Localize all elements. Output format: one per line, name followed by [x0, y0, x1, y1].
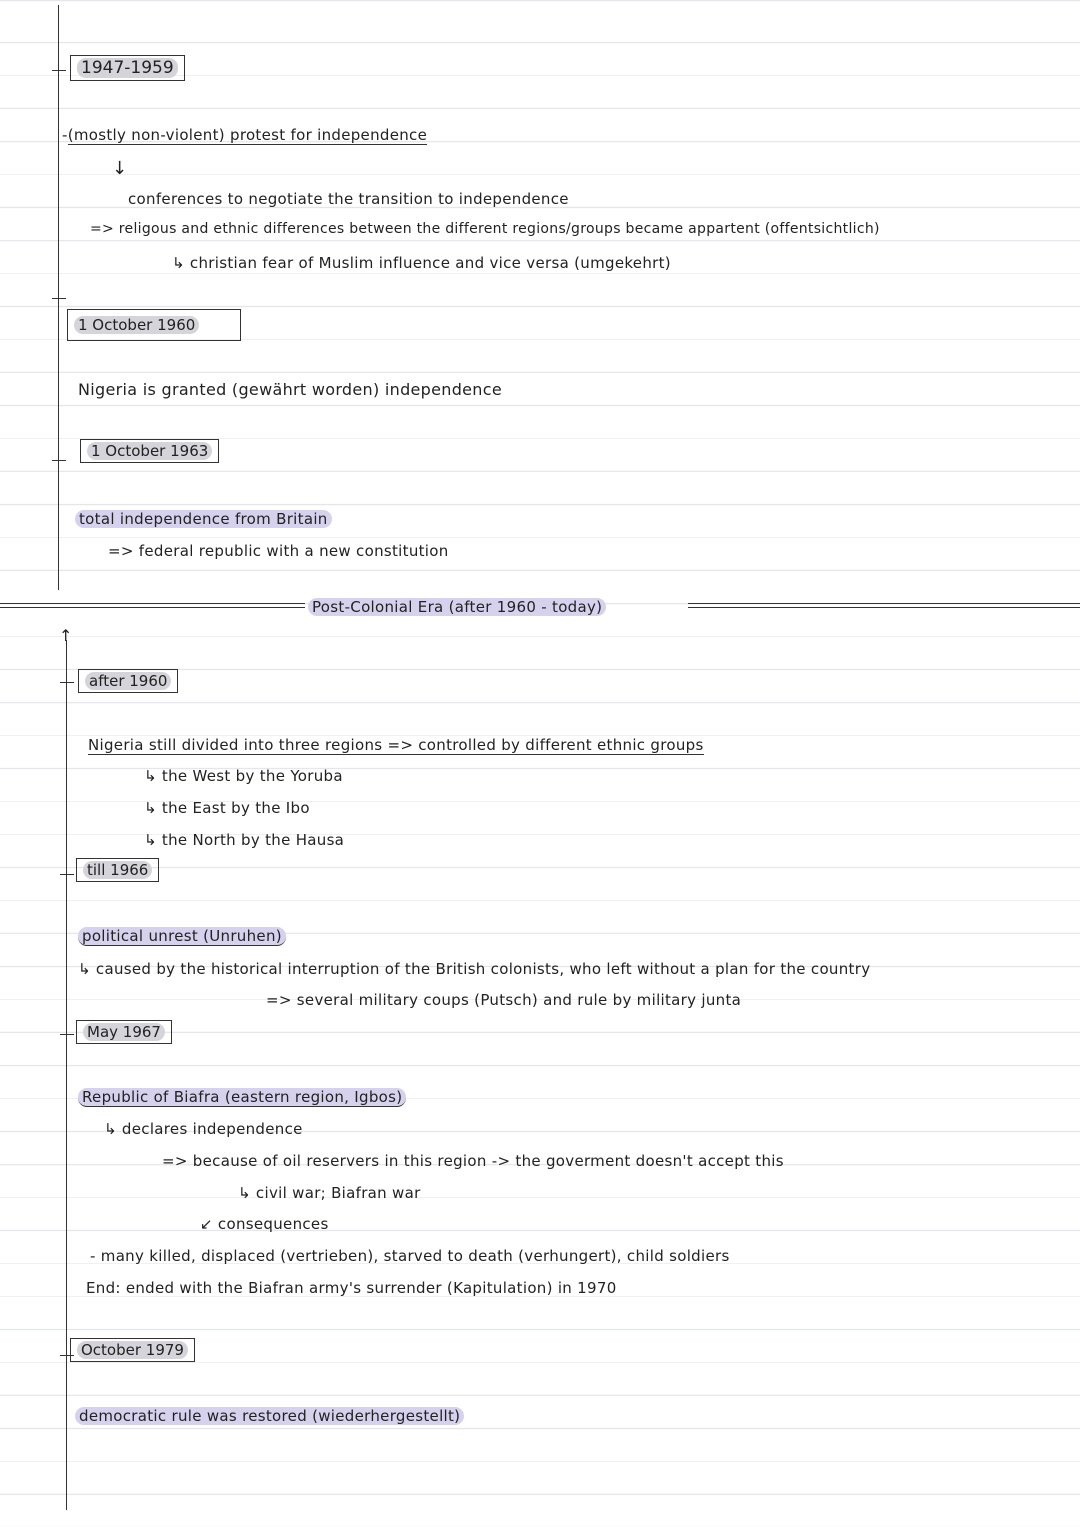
federal-republic-text: => federal republic with a new constitution — [108, 542, 449, 560]
total-independence-label: total independence from Britain — [75, 510, 332, 528]
timeline-tick — [52, 70, 66, 71]
divider-line-right — [688, 603, 1080, 604]
north-text: ↳ the North by the Hausa — [144, 831, 345, 849]
date-label: 1 October 1963 — [87, 442, 212, 460]
fear-text: ↳ christian fear of Muslim influence and vice versa (umgekehrt) — [172, 254, 671, 272]
date-label: 1 October 1960 — [74, 316, 199, 334]
era-divider-label — [308, 598, 606, 616]
date-box-october-1979 — [70, 1338, 195, 1362]
date-label: 1947-1959 — [77, 58, 178, 78]
era-divider-text: Post-Colonial Era (after 1960 - today) — [308, 598, 606, 616]
divider-line-left — [0, 603, 305, 604]
democratic-label: democratic rule was restored (wiederhergestellt) — [75, 1407, 464, 1425]
date-label: May 1967 — [83, 1023, 165, 1041]
biafra-text — [78, 1088, 406, 1106]
dash: - — [62, 126, 68, 144]
protest-text: (mostly non-violent) protest for independence — [67, 126, 428, 144]
arrow-down-icon: ↓ — [112, 158, 128, 179]
religious-text: => religous and ethnic differences between the different regions/groups became appartent (offentsichtlich) — [90, 221, 880, 237]
east-text: ↳ the East by the Ibo — [144, 799, 310, 817]
west-text: ↳ the West by the Yoruba — [144, 767, 343, 785]
timeline-tick — [52, 460, 66, 461]
oil-text: => because of oil reservers in this region -> the goverment doesn't accept this — [162, 1152, 784, 1170]
still-divided-text: Nigeria still divided into three regions => controlled by different ethnic groups — [88, 736, 704, 754]
total-independence-text — [75, 510, 332, 528]
coups-text: => several military coups (Putsch) and rule by military junta — [266, 991, 742, 1009]
caused-text: ↳ caused by the historical interruption of the British colonists, who left without a plan for the country — [78, 960, 871, 978]
timeline-line-bottom — [66, 640, 67, 1510]
killed-text: - many killed, displaced (vertrieben), starved to death (verhungert), child soldiers — [90, 1247, 730, 1265]
civil-war-text: ↳ civil war; Biafran war — [238, 1184, 421, 1202]
date-box-1-october-1960 — [67, 309, 241, 341]
date-box-may-1967 — [76, 1020, 172, 1044]
date-box-1947-1959 — [70, 55, 185, 81]
consequences-text: ↙ consequences — [200, 1215, 329, 1233]
timeline-tick — [60, 1034, 74, 1035]
date-box-till-1966 — [76, 858, 159, 882]
granted-text: Nigeria is granted (gewährt worden) independence — [78, 380, 502, 399]
biafra-label: Republic of Biafra (eastern region, Igbos) — [78, 1088, 406, 1107]
date-label: till 1966 — [83, 861, 152, 879]
timeline-arrow-up-icon: ↑ — [59, 626, 73, 645]
date-box-1-october-1963 — [80, 439, 219, 463]
protest-line — [62, 126, 427, 144]
divider-line-left — [0, 607, 305, 608]
timeline-tick — [60, 874, 74, 875]
unrest-label: political unrest (Unruhen) — [78, 927, 286, 946]
end-text: End: ended with the Biafran army's surrender (Kapitulation) in 1970 — [86, 1279, 617, 1297]
declares-text: ↳ declares independence — [104, 1120, 303, 1138]
date-box-after-1960 — [78, 669, 178, 693]
date-label: October 1979 — [77, 1341, 188, 1359]
unrest-text — [78, 927, 286, 945]
democratic-text — [75, 1407, 464, 1425]
timeline-tick — [52, 298, 66, 299]
divider-line-right — [688, 607, 1080, 608]
timeline-tick — [60, 682, 74, 683]
conferences-text: conferences to negotiate the transition to independence — [128, 190, 569, 208]
date-label: after 1960 — [85, 672, 171, 690]
